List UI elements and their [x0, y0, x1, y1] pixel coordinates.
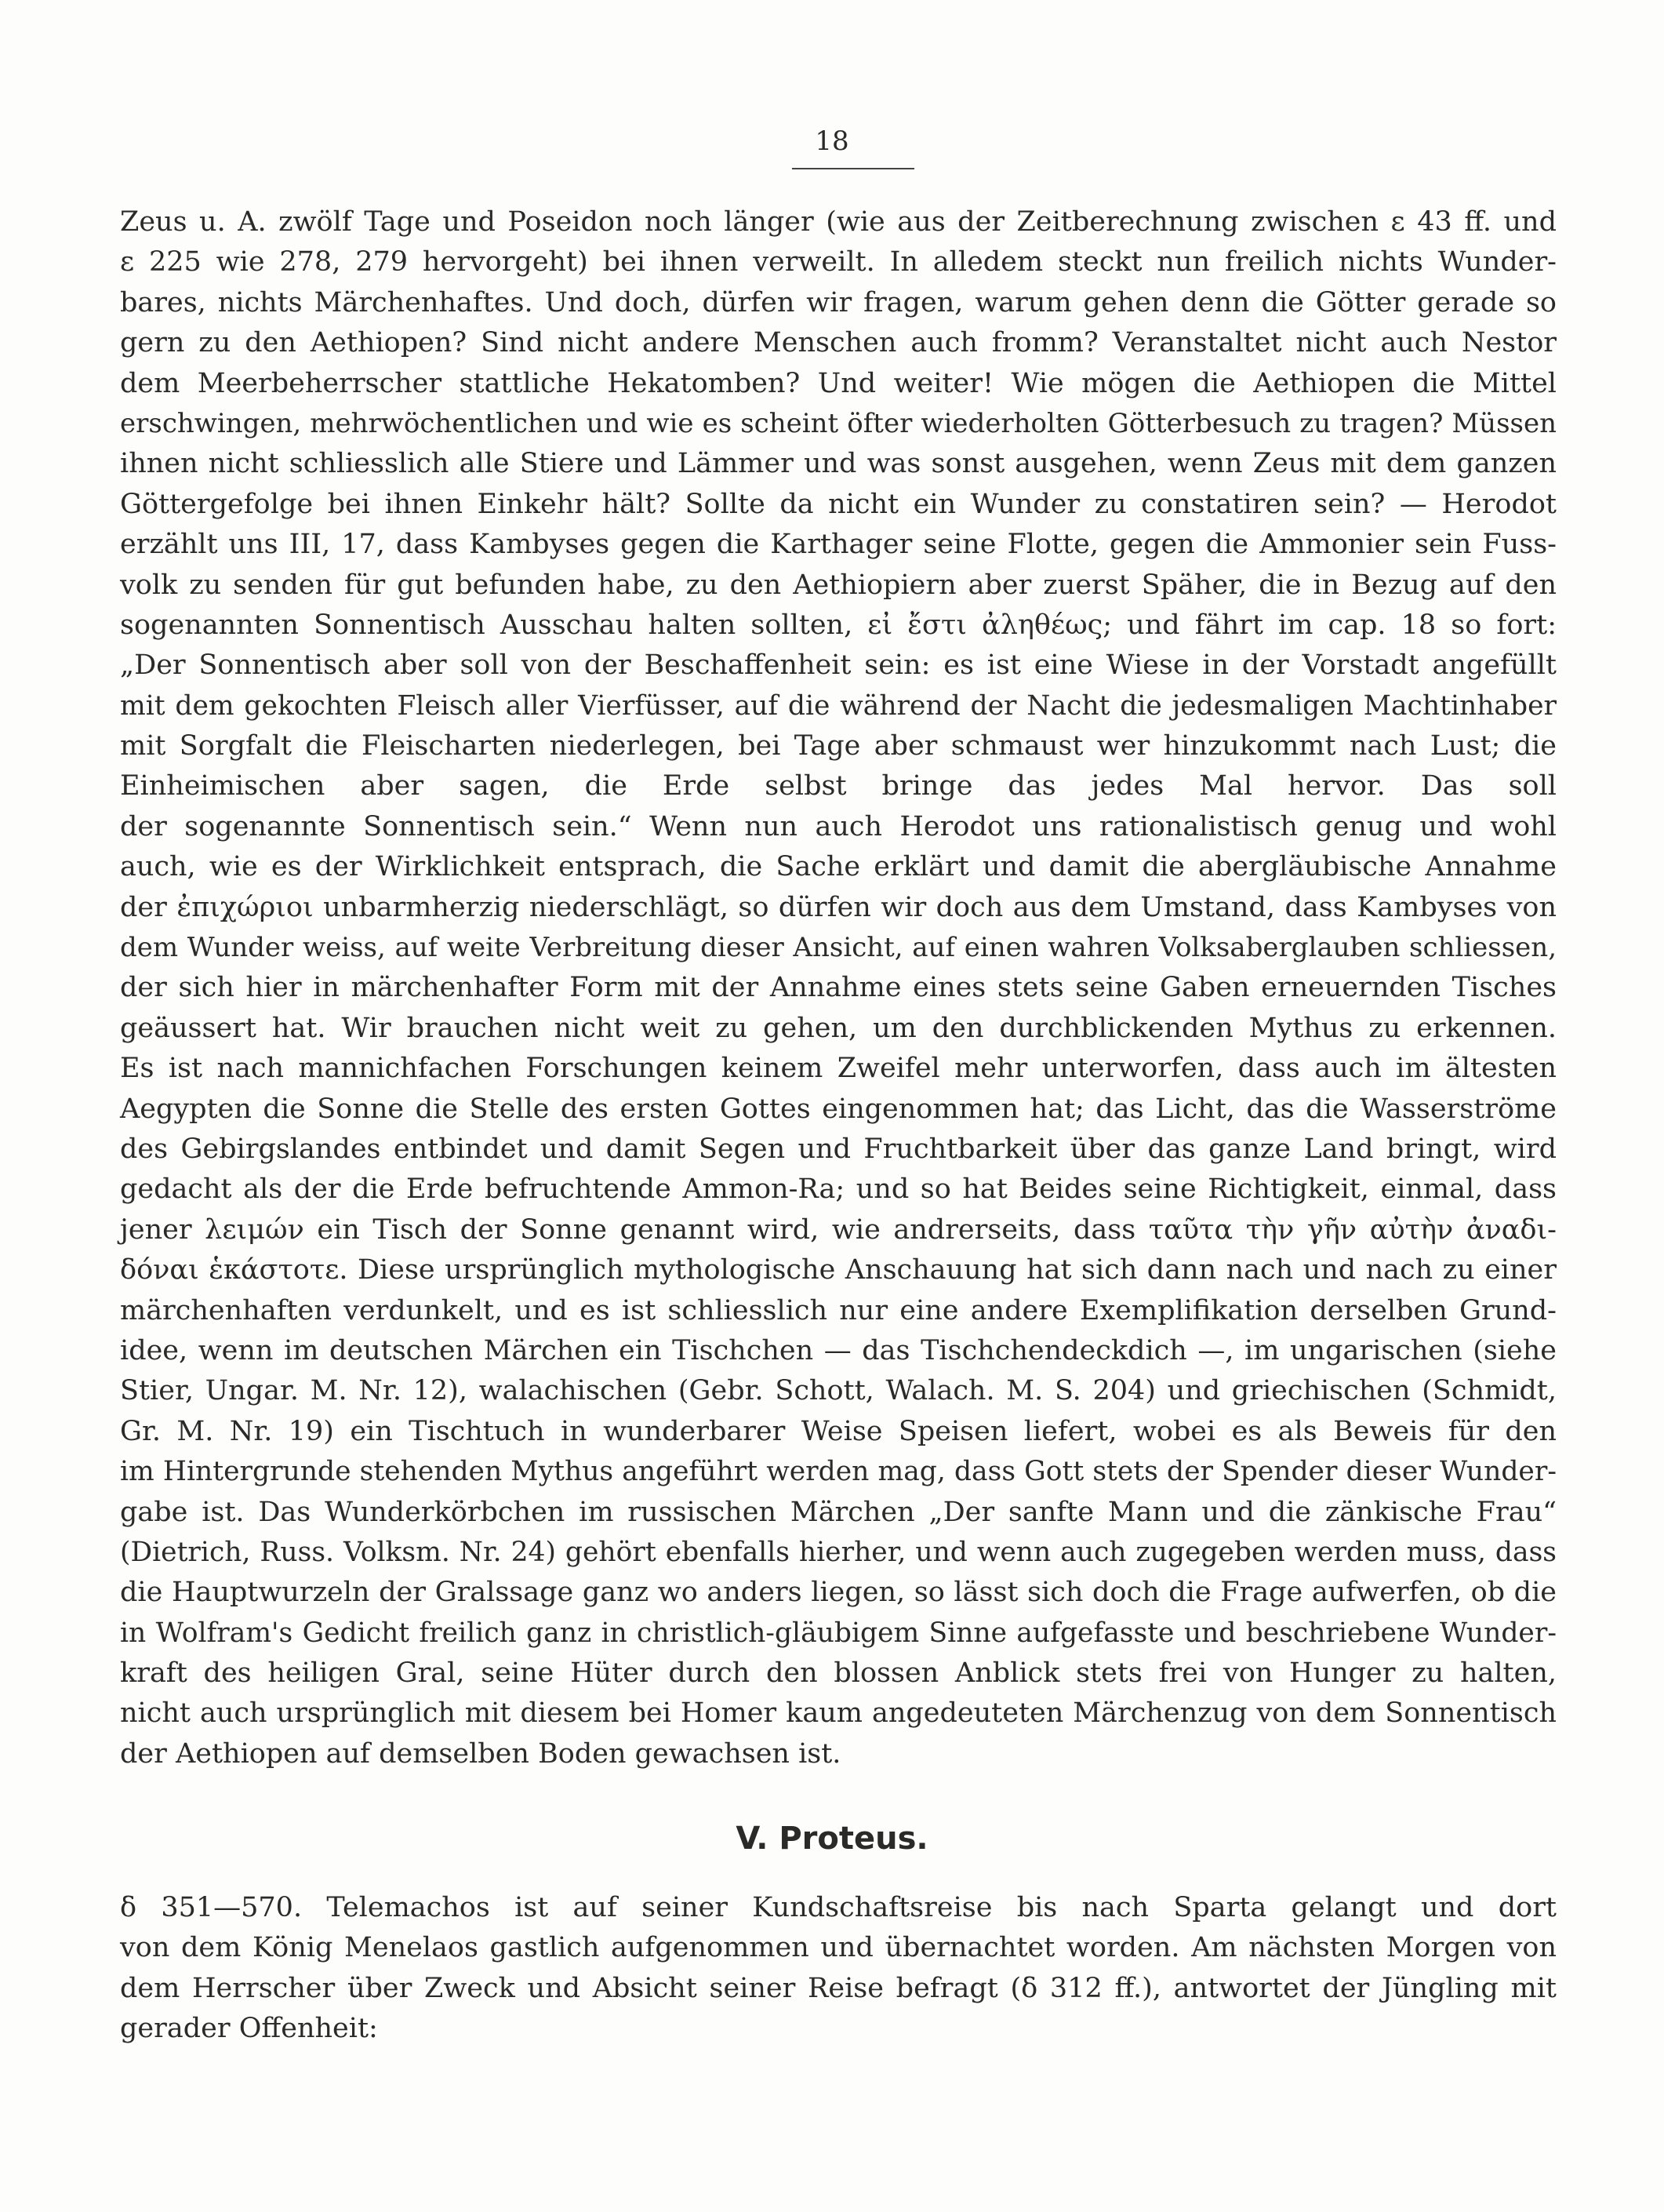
text-line: dem Meerbeherrscher stattliche Hekatomben? Und weiter! Wie mögen die Aethiopen die Mittel: [120, 367, 1557, 399]
text-line: in Wolfram's Gedicht freilich ganz in christlich-gläubigem Sinne aufgefasste und beschriebene Wunder-: [120, 1617, 1557, 1649]
text-line: nicht auch ursprünglich mit diesem bei Homer kaum angedeuteten Märchenzug von dem Sonnentisch: [120, 1697, 1557, 1730]
page-number: 18: [815, 126, 849, 157]
section-heading: V. Proteus.: [736, 1821, 928, 1857]
text-line: kraft des heiligen Gral, seine Hüter durch den blossen Anblick stets frei von Hunger zu halten,: [120, 1657, 1557, 1690]
text-line: erzählt uns III, 17, dass Kambyses gegen die Karthager seine Flotte, gegen die Ammonier sein Fuss-: [120, 529, 1557, 561]
text-line: Einheimischen aber sagen, die Erde selbst bringe das jedes Mal hervor. Das soll: [120, 770, 1557, 802]
text-line: gerader Offenheit:: [120, 2013, 378, 2045]
text-line: sogenannten Sonnentisch Ausschau halten sollten, εἰ ἔστι ἀληθέως; und fährt im cap. 18 so fort:: [120, 609, 1557, 641]
text-line: des Gebirgslandes entbindet und damit Segen und Fruchtbarkeit über das ganze Land bringt, wird: [120, 1133, 1557, 1165]
body-text: [120, 202, 1557, 1774]
text-line: dem Wunder weiss, auf weite Verbreitung dieser Ansicht, auf einen wahren Volksaberglauben schliessen,: [120, 932, 1557, 964]
text-line: idee, wenn im deutschen Märchen ein Tischchen — das Tischchendeckdich —, im ungarischen (siehe: [120, 1334, 1557, 1366]
text-line: δόναι ἑκάστοτε. Diese ursprünglich mythologische Anschauung hat sich dann nach und nach zu einer: [120, 1254, 1557, 1286]
text-line: mit dem gekochten Fleisch aller Vierfüsser, auf die während der Nacht die jedesmaligen Machtinhaber: [120, 689, 1557, 722]
text-line: jener λειμών ein Tisch der Sonne genannt wird, wie andrerseits, dass ταῦτα τὴν γῆν αὐτὴν ἀναδι-: [120, 1213, 1557, 1246]
section-text: [120, 1888, 1557, 2050]
text-line: gern zu den Aethiopen? Sind nicht andere Menschen auch fromm? Veranstaltet nicht auch Nestor: [120, 327, 1557, 359]
text-line: der sogenannte Sonnentisch sein.“ Wenn nun auch Herodot uns rationalistisch genug und wohl: [120, 810, 1557, 842]
page-number-rule: [792, 168, 914, 169]
text-line: volk zu senden für gut befunden habe, zu den Aethiopiern aber zuerst Späher, die in Bezug auf den: [120, 569, 1557, 601]
text-line: ε 225 wie 278, 279 hervorgeht) bei ihnen verweilt. In alledem steckt nun freilich nichts Wunder-: [120, 246, 1557, 278]
text-line: mit Sorgfalt die Fleischarten niederlegen, bei Tage aber schmaust wer hinzukommt nach Lust; die: [120, 730, 1557, 762]
text-line: Gr. M. Nr. 19) ein Tischtuch in wunderbarer Weise Speisen liefert, wobei es als Beweis für den: [120, 1415, 1557, 1447]
text-line: dem Herrscher über Zweck und Absicht seiner Reise befragt (δ 312 ff.), antwortet der Jüngling mit: [120, 1972, 1557, 2004]
text-line: Es ist nach mannichfachen Forschungen keinem Zweifel mehr unterworfen, dass auch im ältesten: [120, 1053, 1557, 1085]
text-line: im Hintergrunde stehenden Mythus angeführt werden mag, dass Gott stets der Spender dieser Wunder-: [120, 1456, 1557, 1488]
text-line: gabe ist. Das Wunderkörbchen im russischen Märchen „Der sanfte Mann und die zänkische Frau“: [120, 1496, 1557, 1528]
text-line: „Der Sonnentisch aber soll von der Beschaffenheit sein: es ist eine Wiese in der Vorstadt angefüllt: [120, 649, 1557, 682]
text-line: δ 351—570. Telemachos ist auf seiner Kundschaftsreise bis nach Sparta gelangt und dort: [120, 1892, 1557, 1923]
text-line: geäussert hat. Wir brauchen nicht weit zu gehen, um den durchblickenden Mythus zu erkennen.: [120, 1012, 1557, 1044]
text-line: (Dietrich, Russ. Volksm. Nr. 24) gehört ebenfalls hierher, und wenn auch zugegeben werden muss, dass: [120, 1536, 1557, 1568]
text-line: bares, nichts Märchenhaftes. Und doch, dürfen wir fragen, warum gehen denn die Götter gerade so: [120, 286, 1557, 318]
text-line: ihnen nicht schliesslich alle Stiere und Lämmer und was sonst ausgehen, wenn Zeus mit dem ganzen: [120, 448, 1557, 480]
text-line: die Hauptwurzeln der Gralssage ganz wo anders liegen, so lässt sich doch die Frage aufwerfen, ob die: [120, 1577, 1557, 1609]
text-line: Stier, Ungar. M. Nr. 12), walachischen (Gebr. Schott, Walach. M. S. 204) und griechischen (Schmidt,: [120, 1375, 1557, 1407]
text-line: Göttergefolge bei ihnen Einkehr hält? Sollte da nicht ein Wunder zu constatiren sein? — Herodot: [120, 488, 1557, 520]
text-line: der ἐπιχώριοι unbarmherzig niederschlägt, so dürfen wir doch aus dem Umstand, dass Kambyses von: [120, 891, 1557, 923]
text-line: der sich hier in märchenhafter Form mit der Annahme eines stets seine Gaben erneuernden Tisches: [120, 972, 1557, 1004]
text-line: gedacht als der die Erde befruchtende Ammon-Ra; und so hat Beides seine Richtigkeit, einmal, dass: [120, 1173, 1557, 1206]
text-line: Zeus u. A. zwölf Tage und Poseidon noch länger (wie aus der Zeitberechnung zwischen ε 43 ff. und: [120, 206, 1557, 238]
text-line: auch, wie es der Wirklichkeit entsprach, die Sache erklärt und damit die abergläubische Annahme: [120, 851, 1557, 883]
text-line: erschwingen, mehrwöchentlichen und wie es scheint öfter wiederholten Götterbesuch zu tragen? Müssen: [120, 407, 1557, 439]
text-line: von dem König Menelaos gastlich aufgenommen und übernachtet worden. Am nächsten Morgen von: [120, 1932, 1557, 1964]
text-line: Aegypten die Sonne die Stelle des ersten Gottes eingenommen hat; das Licht, das die Wasserströme: [120, 1093, 1557, 1125]
text-line: märchenhaften verdunkelt, und es ist schliesslich nur eine andere Exemplifikation derselben Grund-: [120, 1294, 1557, 1326]
text-line: der Aethiopen auf demselben Boden gewachsen ist.: [120, 1737, 841, 1770]
